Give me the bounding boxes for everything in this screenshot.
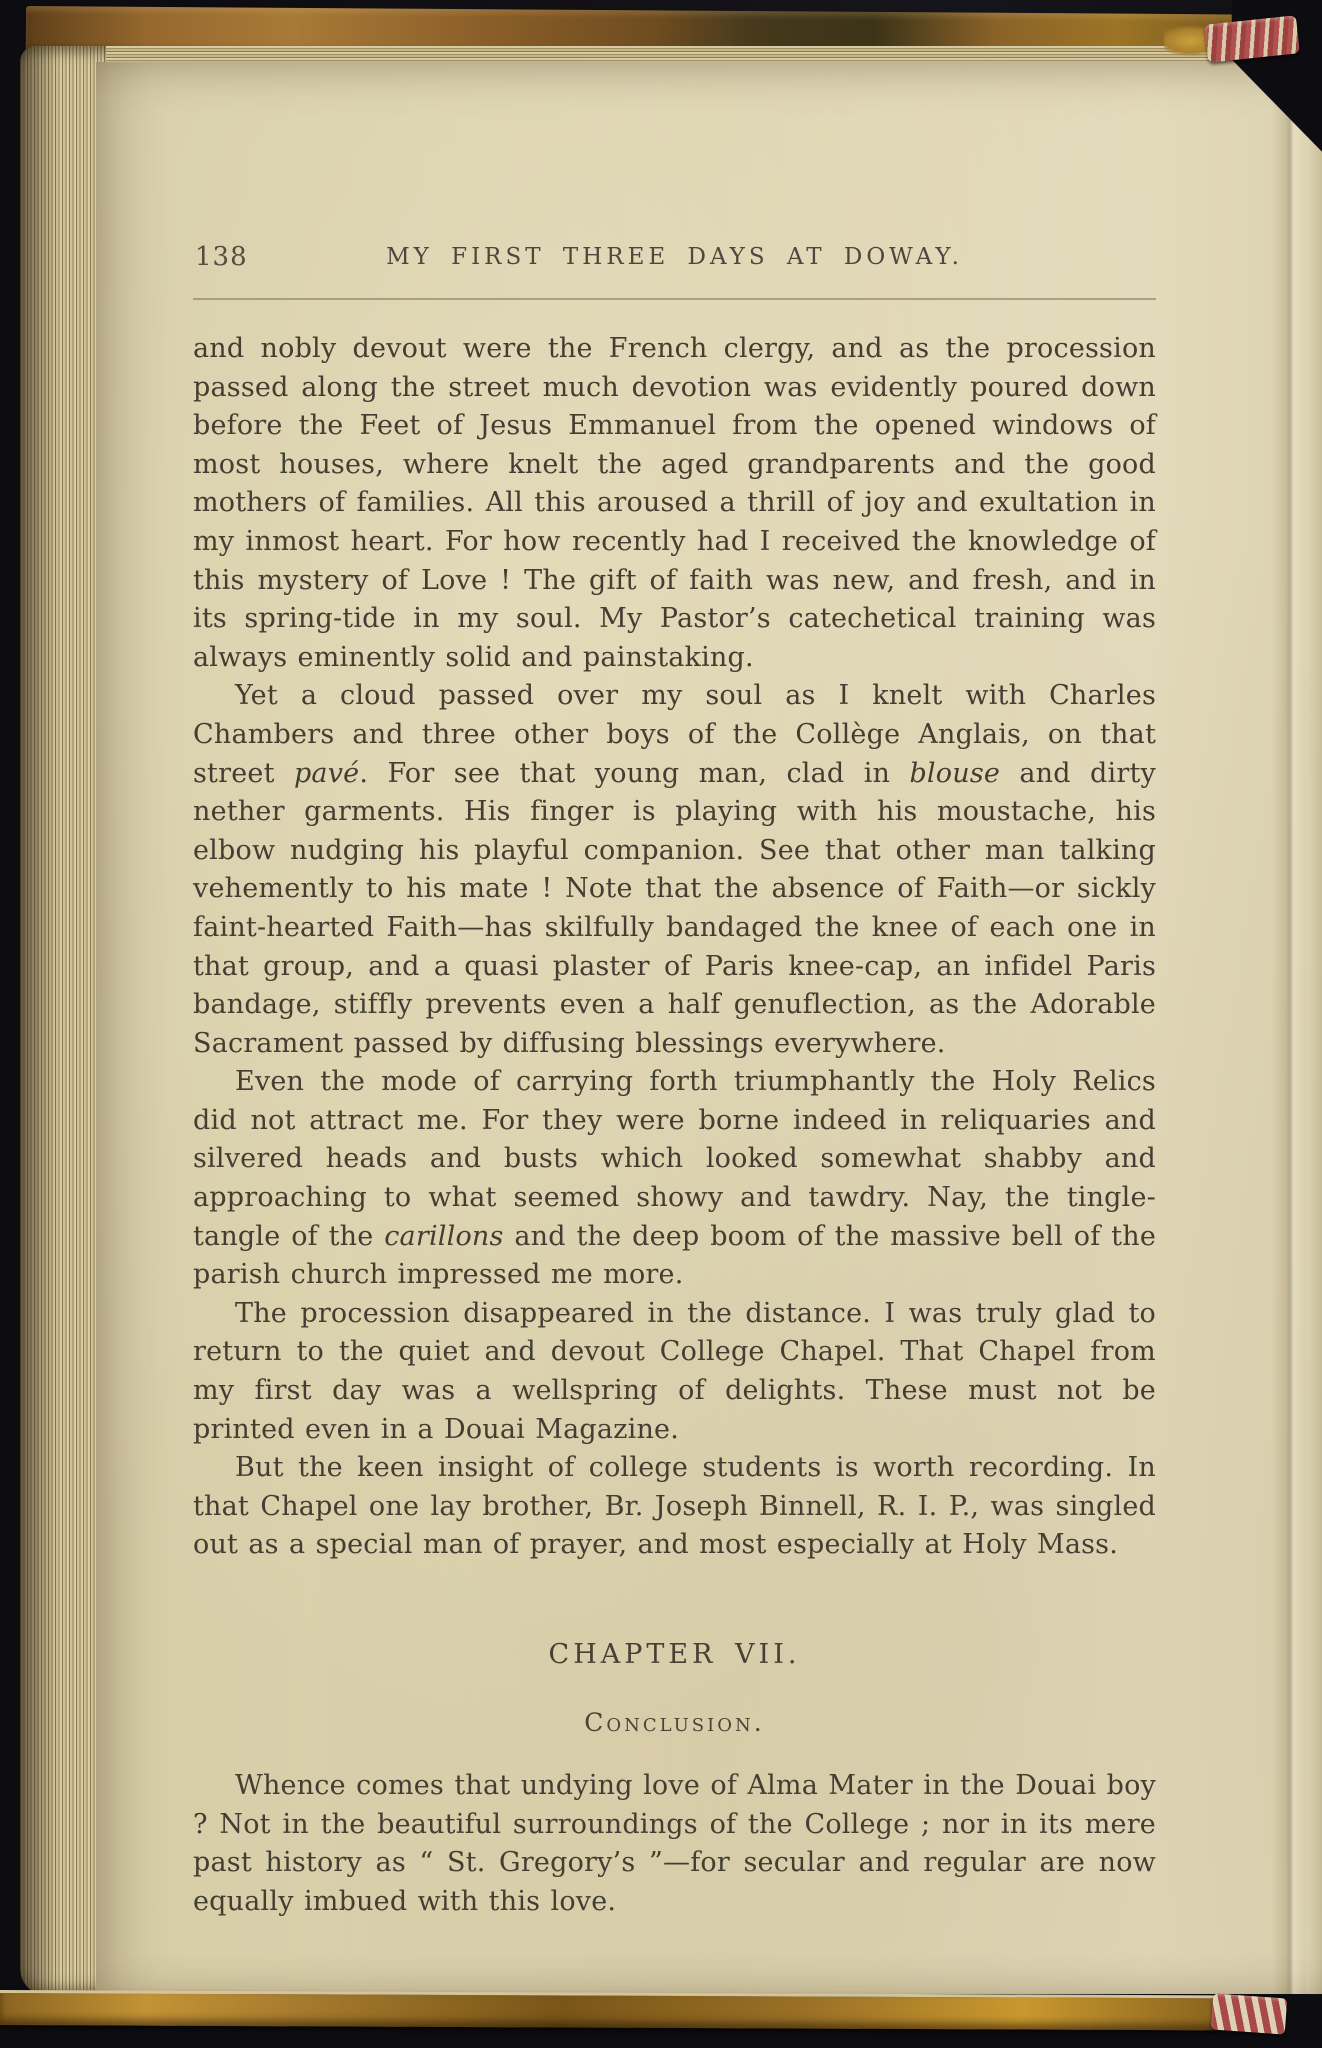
body-text xyxy=(193,330,1156,1565)
running-header-title: MY FIRST THREE DAYS AT DOWAY. xyxy=(386,244,963,270)
paragraph: and nobly devout were the French clergy, and as the procession passed along the street much devotion was evidently poured down before the Feet of Jesus Emmanuel from the opened windows of most houses, where knelt the aged grandparents and the good mothers of families. All this aroused a thrill of joy and exultation in my inmost heart. For how recently had I received the knowledge of this mystery of Love ! The gift of faith was new, and fresh, and in its spring-tide in my soul. My Pastor’s catechetical training was always eminently solid and painstaking. xyxy=(193,333,1156,673)
running-header-row xyxy=(193,240,1156,276)
headband-bottom-icon xyxy=(1211,1993,1287,2034)
paragraph: Even the mode of carrying forth triumphantly the Holy Relics did not attract me. For they were borne indeed in reliquaries and silvered heads and busts which looked somewhat shabby and approaching to what seemed showy and tawdry. Nay, the tingle-tangle of the carillons and the deep boom of the massive bell of the parish church impressed me more. xyxy=(193,1066,1156,1291)
gilt-bottom-edge xyxy=(0,1990,1218,2030)
header-rule xyxy=(193,298,1156,300)
page-fold-crease xyxy=(1272,62,1306,1994)
printed-text-column xyxy=(193,240,1156,1921)
next-page-sliver xyxy=(1306,62,1322,1994)
paragraph: The procession disappeared in the distance. I was truly glad to return to the quiet and devout College Chapel. That Chapel from my first day was a wellspring of delights. These must not be printed even in a Douai Magazine. xyxy=(193,1297,1156,1445)
page-number: 138 xyxy=(195,242,248,272)
page-edges-left xyxy=(20,46,106,1996)
conclusion-text xyxy=(193,1767,1156,1921)
paragraph: Yet a cloud passed over my soul as I knelt with Charles Chambers and three other boys of the Collège Anglais, on that street pavé. For see that young man, clad in blouse and dirty nether garments. His finger is playing with his moustache, his elbow nudging his playful companion. See that other man talking vehemently to his mate ! Note that the absence of Faith—or sickly faint-hearted Faith—has skilfully bandaged the knee of each one in that group, and a quasi plaster of Paris knee-cap, an infidel Paris bandage, stiffly prevents even a half genuflection, as the Adorable Sacrament passed by diffusing blessings everywhere. xyxy=(193,680,1156,1059)
paragraph: But the keen insight of college students is worth recording. In that Chapel one lay brother, Br. Joseph Binnell, R. I. P., was singled out as a special man of prayer, and most especially at Holy Mass. xyxy=(193,1452,1156,1561)
chapter-subheading: Conclusion. xyxy=(584,1708,765,1737)
paragraph: Whence comes that undying love of Alma Mater in the Douai boy ? Not in the beautiful surroundings of the College ; nor in its mere past history as “ St. Gregory’s ”—for secular and regular are now equally imbued with this love. xyxy=(193,1770,1156,1917)
chapter-heading: CHAPTER VII. xyxy=(548,1639,801,1670)
book-page xyxy=(96,62,1322,1994)
